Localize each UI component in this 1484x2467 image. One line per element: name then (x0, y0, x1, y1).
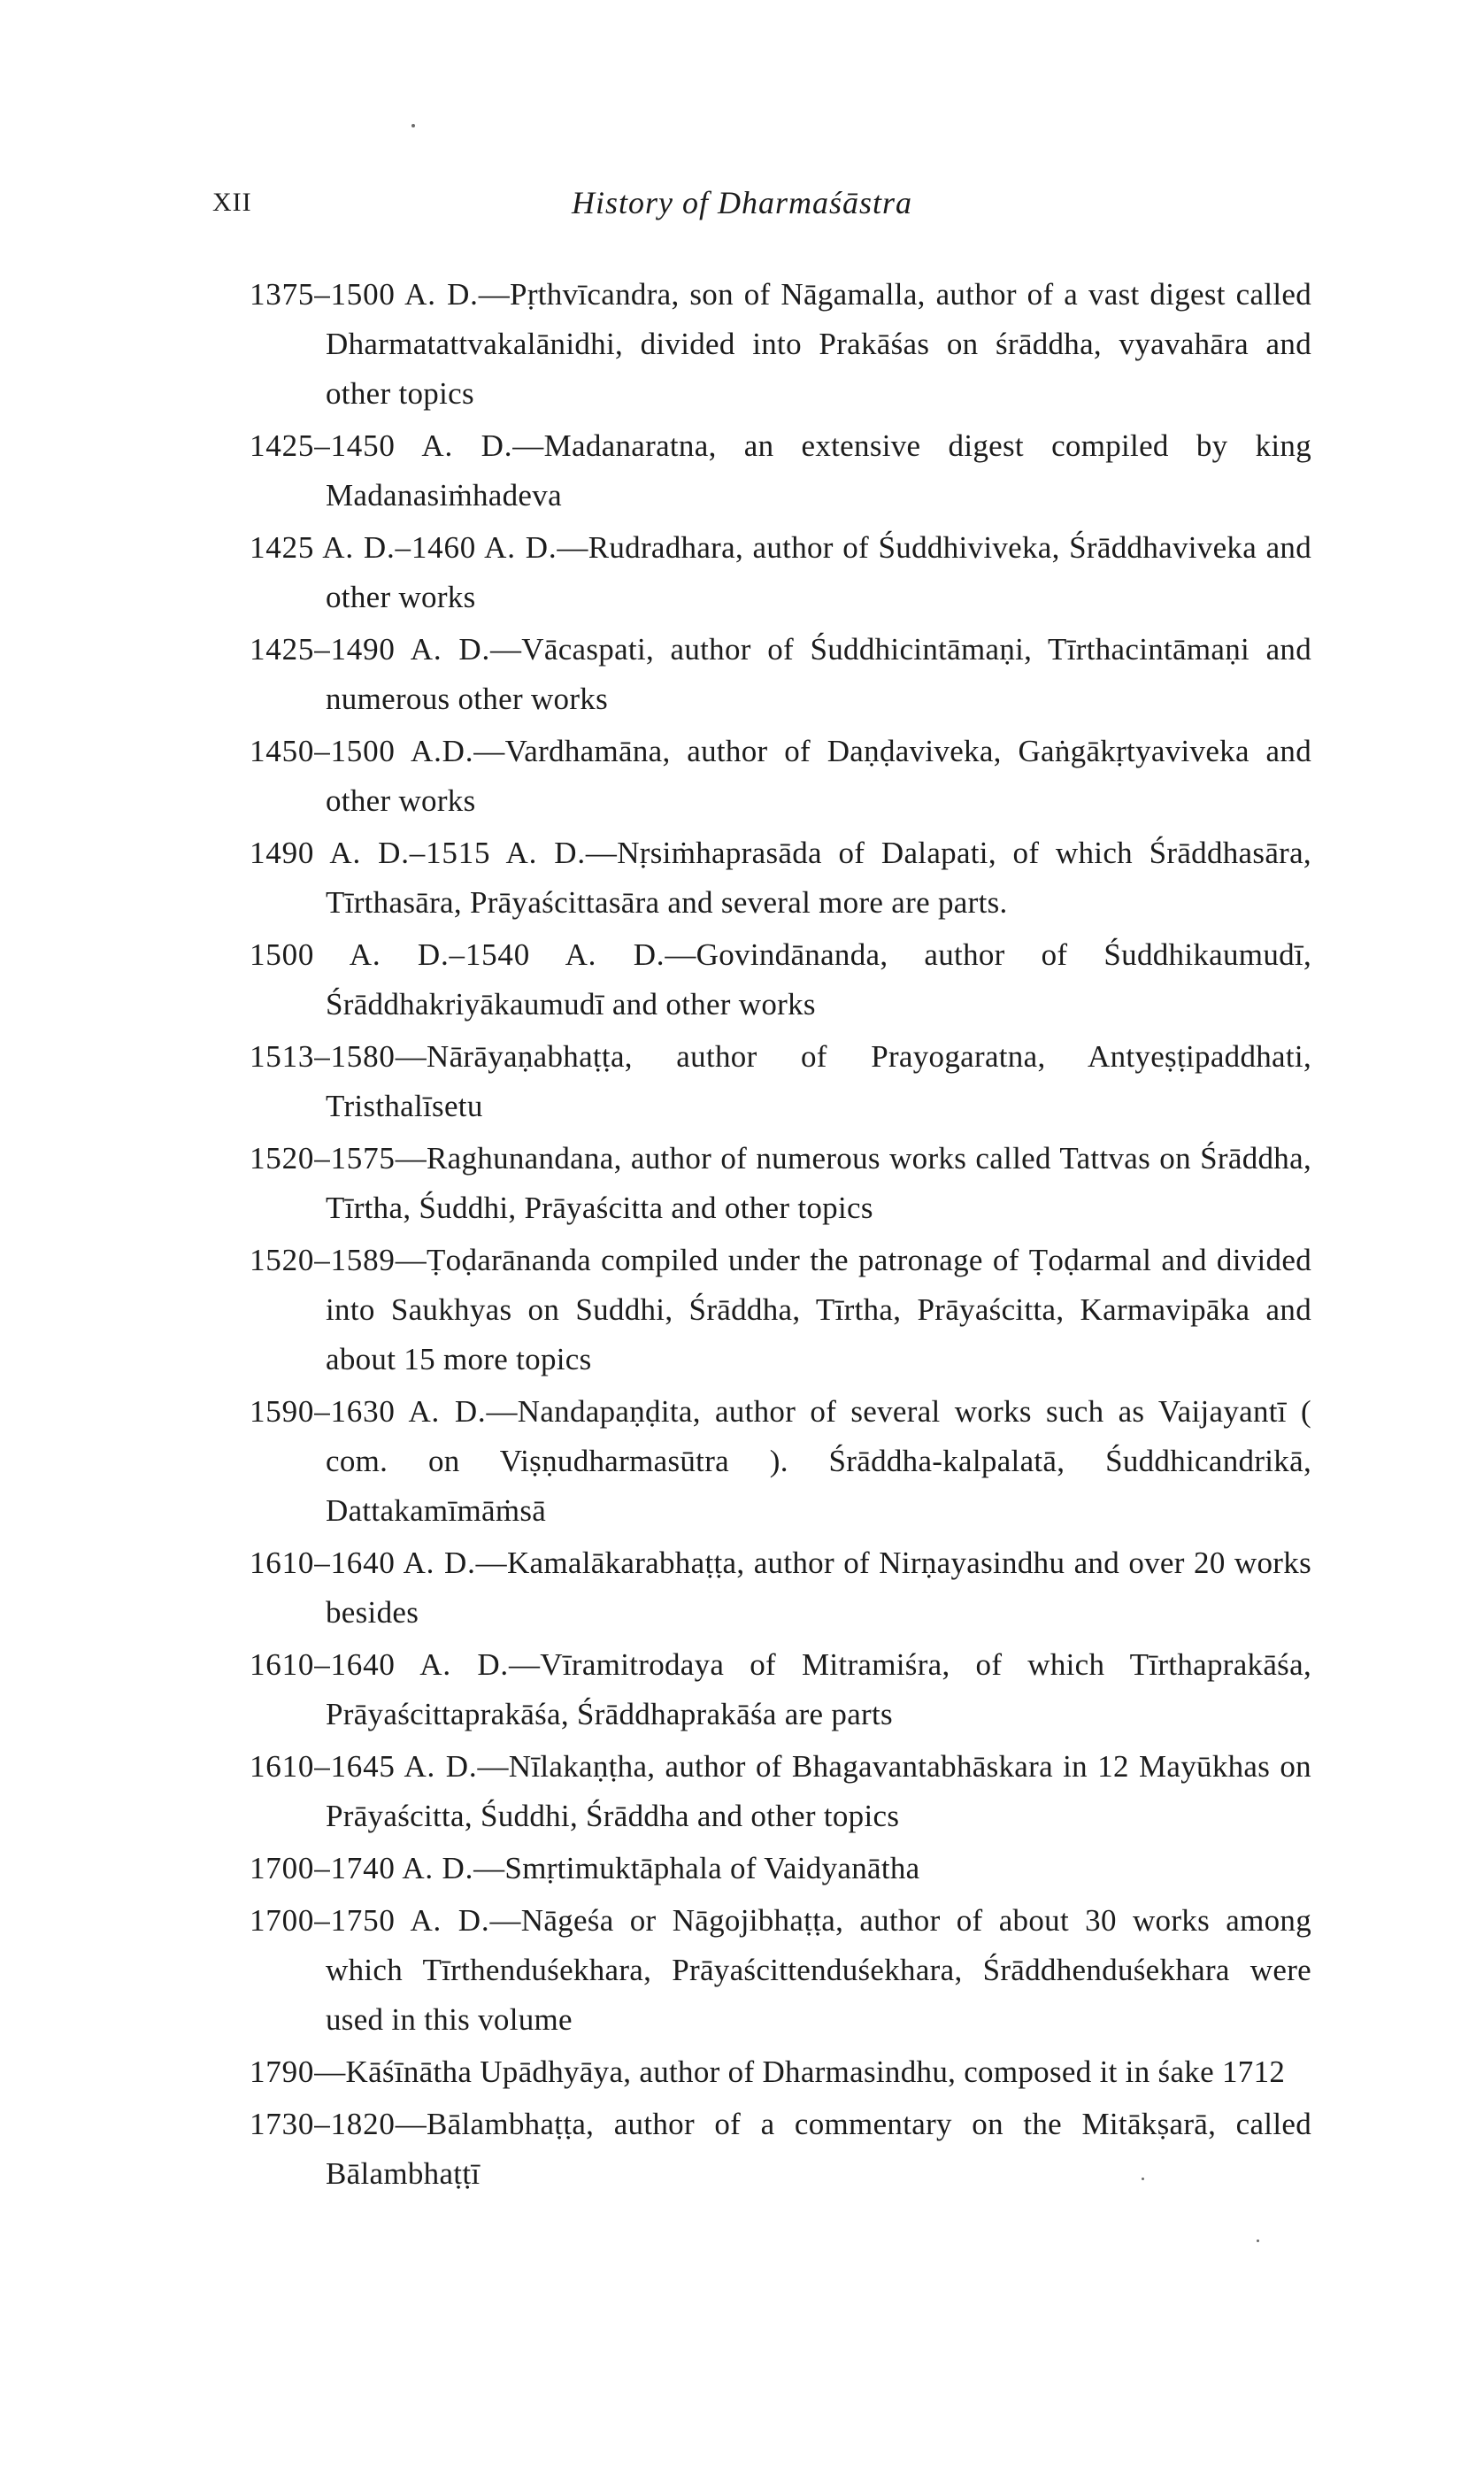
entry-date: 1610–1640 A. D. (250, 1546, 476, 1580)
entry-date: 1610–1640 A. D. (250, 1647, 509, 1682)
entry-text: —Nṛsiṁhaprasāda of Dalapati, of which Śrāddhasāra, Tīrthasāra, Prāyaścittasāra and several more are parts. (326, 836, 1311, 920)
entry-date: 1513–1580 (250, 1039, 396, 1074)
list-item (250, 421, 1311, 520)
entry-date: 1700–1750 A. D. (250, 1903, 490, 1938)
entry-date: 1450–1500 A.D. (250, 734, 474, 768)
entry-text: —Kāśīnātha Upādhyāya, author of Dharmasindhu, composed it in śake 1712 (314, 2055, 1286, 2089)
entry-text: —Govindānanda, author of Śuddhikaumudī, Śrāddhakriyākaumudī and other works (326, 937, 1312, 1021)
entry-date: 1730–1820 (250, 2107, 396, 2141)
entry-date: 1520–1589 (250, 1243, 396, 1277)
scan-speck (411, 124, 415, 127)
entry-text: —Vardhamāna, author of Daṇḍaviveka, Gaṅgākṛtyaviveka and other works (326, 734, 1311, 818)
entry-date: 1520–1575 (250, 1141, 396, 1176)
entry-text: —Raghunandana, author of numerous works called Tattvas on Śrāddha, Tīrtha, Śuddhi, Prāyaścitta and other topics (326, 1141, 1311, 1225)
list-item (250, 270, 1311, 419)
scan-speck (1142, 2178, 1144, 2180)
entry-text: —Ṭoḍarānanda compiled under the patronage of Ṭoḍarmal and divided into Saukhyas on Suddhi, Śrāddha, Tīrtha, Prāyaścitta, Karmavipāka and about 15 more topics (326, 1243, 1311, 1376)
list-item (250, 930, 1311, 1029)
list-item (250, 2100, 1311, 2199)
list-item (250, 1236, 1311, 1384)
entry-date: 1500 A. D.–1540 A. D. (250, 937, 665, 972)
entry-date: 1610–1645 A. D. (250, 1749, 478, 1784)
entry-text: —Nīlakaṇṭha, author of Bhagavantabhāskara in 12 Mayūkhas on Prāyaścitta, Śuddhi, Śrāddha and other topics (326, 1749, 1311, 1833)
list-item (250, 1032, 1311, 1131)
list-item (250, 1742, 1311, 1841)
entry-date: 1790 (250, 2055, 315, 2089)
list-item (250, 1387, 1311, 1536)
entry-date: 1490 A. D.–1515 A. D. (250, 836, 586, 870)
list-item (250, 1640, 1311, 1739)
list-item (250, 1538, 1311, 1638)
entry-text: —Smṛtimuktāphala of Vaidyanātha (473, 1851, 920, 1885)
entry-text: —Vīramitrodaya of Mitramiśra, of which Tīrthaprakāśa, Prāyaścittaprakāśa, Śrāddhaprakāśa are parts (326, 1647, 1311, 1731)
entry-text: —Nandapaṇḍita, author of several works such as Vaijayantī ( com. on Viṣṇudharmasūtra ). Śrāddha-kalpalatā, Śuddhicandrikā, Dattakamīmāṁsā (326, 1394, 1311, 1528)
entry-text: —Bālambhaṭṭa, author of a commentary on the Mitākṣarā, called Bālambhaṭṭī (326, 2107, 1311, 2191)
entry-text: —Pṛthvīcandra, son of Nāgamalla, author of a vast digest called Dharmatattvakalānidhi, divided into Prakāśas on śrāddha, vyavahāra and other topics (326, 277, 1312, 411)
entry-date: 1375–1500 A. D. (250, 277, 479, 312)
list-item (250, 2047, 1311, 2097)
entry-date: 1590–1630 A. D. (250, 1394, 487, 1429)
page-number: XII (212, 188, 252, 217)
list-item (250, 523, 1311, 622)
entry-text: —Nāgeśa or Nāgojibhaṭṭa, author of about 30 works among which Tīrthenduśekhara, Prāyaścittenduśekhara, Śrāddhenduśekhara were used in this volume (326, 1903, 1311, 2037)
scan-speck (1257, 2240, 1259, 2242)
entry-text: —Rudradhara, author of Śuddhiviveka, Śrāddhaviveka and other works (326, 530, 1312, 614)
entry-text: —Kamalākarabhaṭṭa, author of Nirṇayasindhu and over 20 works besides (326, 1546, 1311, 1630)
entry-date: 1700–1740 A. D. (250, 1851, 474, 1885)
list-item (250, 1896, 1311, 2045)
list-item (250, 829, 1311, 928)
entry-date: 1425 A. D.–1460 A. D. (250, 530, 557, 565)
list-item (250, 1134, 1311, 1233)
chronology-list (250, 270, 1311, 2201)
list-item (250, 1844, 1311, 1893)
entry-text: —Vācaspati, author of Śuddhicintāmaṇi, Tīrthacintāmaṇi and numerous other works (326, 632, 1311, 716)
running-title: History of Dharmaśāstra (571, 185, 913, 220)
list-item (250, 727, 1311, 826)
entry-date: 1425–1450 A. D. (250, 428, 513, 463)
entry-text: —Madanaratna, an extensive digest compiled by king Madanasiṁhadeva (326, 428, 1312, 513)
entry-date: 1425–1490 A. D. (250, 632, 490, 667)
entry-text: —Nārāyaṇabhaṭṭa, author of Prayogaratna, Antyeṣṭipaddhati, Tristhalīsetu (326, 1039, 1311, 1123)
list-item (250, 625, 1311, 724)
